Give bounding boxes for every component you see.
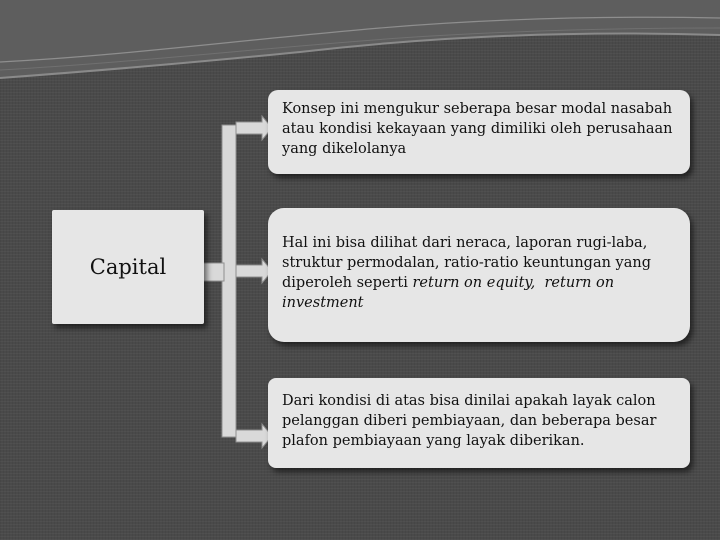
financing-assessment-box <box>268 378 690 468</box>
connector-arrow-1 <box>236 116 272 140</box>
financial-reports-box <box>268 208 690 342</box>
connector-arrow-3 <box>236 424 272 448</box>
capital-box <box>52 210 204 324</box>
capital-label: Capital <box>89 255 167 279</box>
connector-arrow-2 <box>236 259 272 283</box>
return-on-equity-term: return on equity, <box>412 275 536 291</box>
financing-assessment-text: Dari kondisi di atas bisa dinilai apakah layak calon pelanggan diberi pembiayaan, dan beberapa besar plafon pembiayaan yang layak diberikan. <box>282 393 657 449</box>
concept-description-text: Konsep ini mengukur seberapa besar modal nasabah atau kondisi kekayaan yang dimiliki oleh perusahaan yang dikelolanya <box>282 101 673 157</box>
return-on-investment-term: return on investment <box>282 275 615 311</box>
concept-description-box <box>268 90 690 174</box>
header-wave-decoration <box>0 0 720 90</box>
spacer-text <box>535 275 544 291</box>
financial-reports-text: Hal ini bisa dilihat dari neraca, laporan rugi-laba, struktur permodalan, ratio-ratio keuntungan yang diperoleh seperti <box>282 235 651 291</box>
connector-trunk <box>222 125 236 437</box>
